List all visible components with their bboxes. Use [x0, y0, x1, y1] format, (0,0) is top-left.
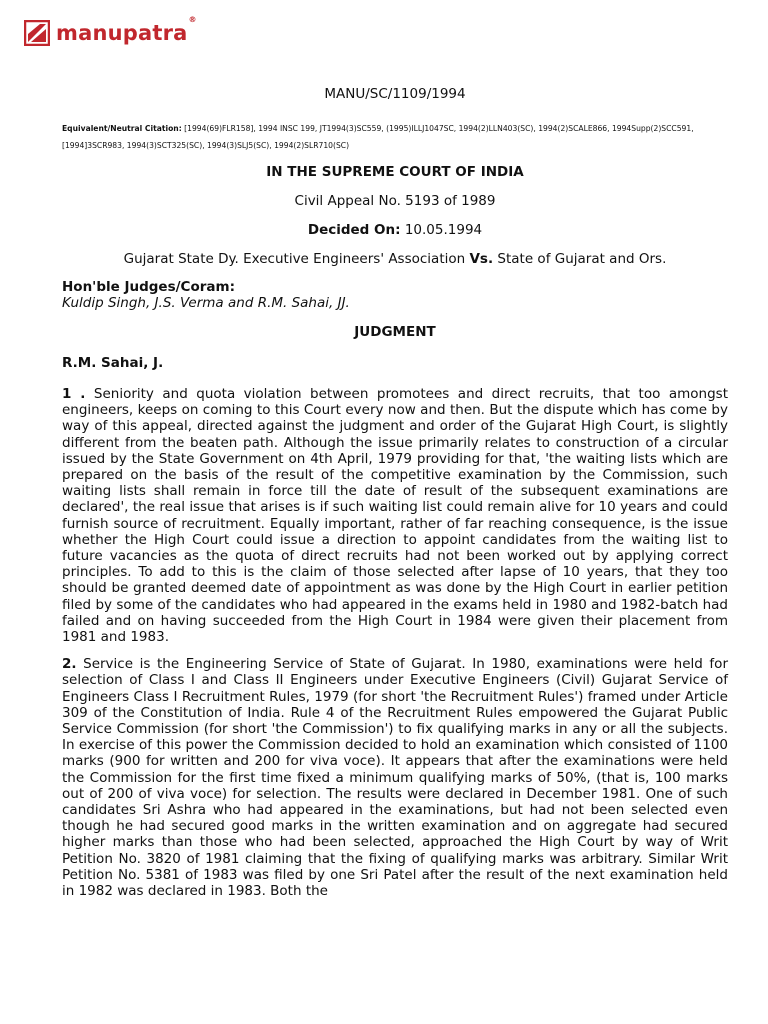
decided-on-date: 10.05.1994 — [404, 222, 483, 238]
versus: Vs. — [469, 251, 494, 267]
case-citation-id: MANU/SC/1109/1994 — [324, 86, 466, 102]
equivalent-citations-text: [1994(69)FLR158], 1994 INSC 199, JT1994(3)SC559, (1995)ILLJ1047SC, 1994(2)LLN403(SC), 1994(2)SCALE866, 1994Supp(2)SCC591, [1994]3SCR983, 1994(3)SCT325(SC), 1994(3)SLJ5(SC), 1994(2)SLR710(SC) — [62, 124, 694, 150]
petitioner: Gujarat State Dy. Executive Engineers' Association — [123, 251, 466, 267]
paragraph-text: Service is the Engineering Service of State of Gujarat. In 1980, examinations were held for selection of Class I and Class II Engineers under Executive Engineers (Civil) Gujarat Service of Engineers Class I Recruitment Rules, 1979 (for short 'the Recruitment Rules') framed under Article 309 of the Constitution of India. Rule 4 of the Recruitment Rules empowered the Gujarat Public Service Commission (for short 'the Commission') to fix qualifying marks in any or all the subjects. In exercise of this power the Commission decided to hold an examination which consisted of 1100 marks (900 for written and 200 for viva voce). It appears that after the examinations were held the Commission for the first time fixed a minimum qualifying marks of 50%, (that is, 100 marks out of 200 of viva voce) for selection. The results were declared in December 1981. One of such candidates Sri Ashra who had appeared in the examinations, but had not been selected even though he had secured good marks in the written examination and on aggregate had secured higher marks than those who had been selected, approached the High Court by way of Writ Petition No. 3820 of 1981 claiming that the fixing of qualifying marks was arbitrary. Similar Writ Petition No. 5381 of 1983 was filed by one Sri Patel after the result of the next examination held in 1982 was declared in 1983. Both the — [62, 656, 728, 900]
court-name: IN THE SUPREME COURT OF INDIA — [266, 164, 524, 180]
paragraph-number: 1 . — [62, 386, 86, 402]
manupatra-wordmark: manupatra® — [56, 15, 197, 45]
manupatra-logo[interactable] — [24, 15, 197, 46]
case-parties — [62, 251, 728, 267]
document-body — [62, 86, 728, 910]
manupatra-logo-icon — [24, 20, 50, 46]
judgment-author: R.M. Sahai, J. — [62, 355, 164, 371]
decided-on-label: Decided On: — [307, 222, 401, 238]
judgment-heading: JUDGMENT — [354, 324, 436, 340]
equivalent-citations-label: Equivalent/Neutral Citation: — [62, 124, 182, 133]
paragraph-text: Seniority and quota violation between promotees and direct recruits, that too amongst engineers, keeps on coming to this Court every now and then. But the dispute which has come by way of this appeal, directed against the judgment and order of the Gujarat High Court, is slightly different from the beaten path. Although the issue primarily relates to construction of a circular issued by the State Government on 4th April, 1979 providing for that, 'the waiting lists which are prepared on the basis of the result of the competitive examination by the Commission, such waiting lists shall remain in force till the date of result of the subsequent examinations are declared', the real issue that arises is if such waiting list could remain alive for 10 years and could furnish source of recruitment. Equally important, rather of far reaching consequence, is the issue whether the High Court could issue a direction to appoint candidates from the waiting list to future vacancies as the quota of direct recruits had not been worked out by applying correct principles. To add to this is the claim of those selected after lapse of 10 years, that they too should be granted deemed date of appointment as was done by the High Court in earlier petition filed by some of the candidates who had appeared in the exams held in 1980 and 1982-batch had failed and on having succeeded from the High Court in 1984 were given their placement from 1981 and 1983. — [62, 386, 728, 646]
paragraph-2 — [62, 656, 728, 899]
paragraph-1 — [62, 386, 728, 645]
case-number: Civil Appeal No. 5193 of 1989 — [294, 193, 496, 209]
judges-label: Hon'ble Judges/Coram: — [62, 279, 235, 295]
equivalent-citations — [62, 120, 728, 154]
decided-on — [62, 222, 728, 238]
paragraph-number: 2. — [62, 656, 77, 673]
respondent: State of Gujarat and Ors. — [497, 251, 667, 267]
judges-names: Kuldip Singh, J.S. Verma and R.M. Sahai, JJ. — [62, 295, 350, 311]
